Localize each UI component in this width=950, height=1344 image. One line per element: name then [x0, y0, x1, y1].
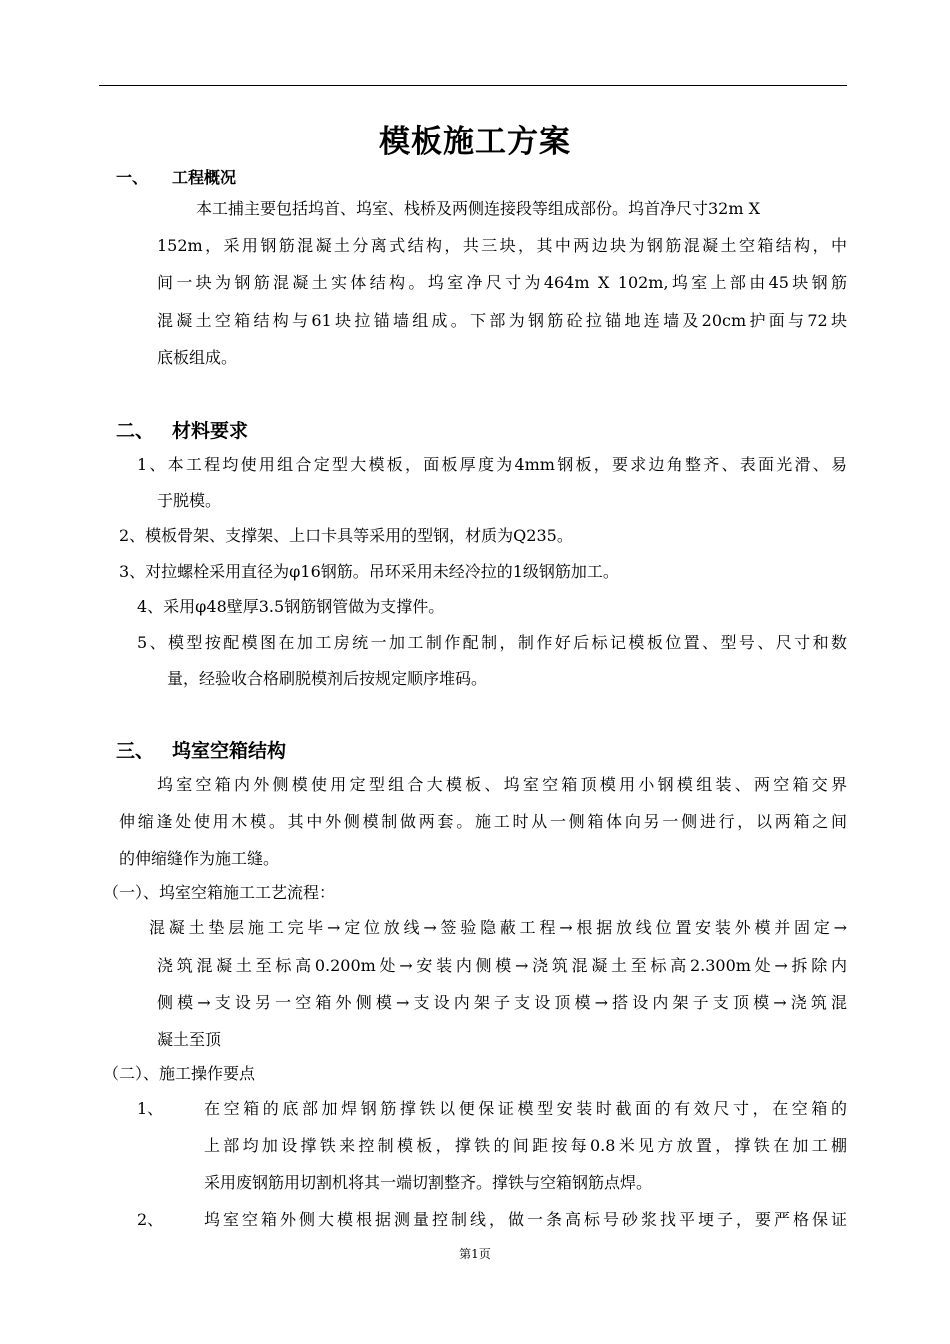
- section-3-number: 三、: [116, 740, 155, 762]
- operation-item-number: 1、: [137, 1099, 164, 1118]
- material-item: 量，经验收合格刷脱模剂后按规定顺序堆码。: [167, 669, 488, 688]
- process-flow-line: 凝土至顶: [157, 1030, 222, 1049]
- material-item: 3、对拉螺栓采用直径为φ16钢筋。吊环采用未经冷拉的1级钢筋加工。: [119, 562, 619, 581]
- header-rule: [99, 85, 847, 86]
- operation-item-line: 采用废钢筋用切割机将其一端切割整齐。撑铁与空箱钢筋点焊。: [204, 1173, 653, 1192]
- process-flow-line: 混凝土垫层施工完毕→定位放线→签验隐蔽工程→根据放线位置安装外模并固定→: [149, 918, 847, 937]
- material-item: 于脱模。: [157, 491, 222, 510]
- process-flow-line: 侧模→支设另一空箱外侧模→支设内架子支设顶模→搭设内架子支顶模→浇筑混: [157, 993, 847, 1012]
- operation-item-line: 上部均加设撑铁来控制模板，撑铁的间距按每0.8米见方放置，撑铁在加工棚: [204, 1136, 847, 1155]
- section-3-intro-line: 的伸缩缝作为施工缝。: [119, 849, 280, 868]
- section-1-line: 152m，采用钢筋混凝土分离式结构，共三块，其中两边块为钢筋混凝土空箱结构，中: [157, 236, 847, 255]
- page-number: 第1页: [459, 1247, 491, 1261]
- operation-item-line: 在空箱的底部加焊钢筋撑铁以便保证模型安装时截面的有效尺寸，在空箱的: [204, 1099, 847, 1118]
- operation-item-number: 2、: [137, 1210, 164, 1229]
- section-3-title: 坞室空箱结构: [172, 740, 287, 762]
- subsection-1-heading: （一）、坞室空箱施工工艺流程：: [103, 883, 336, 902]
- operation-item-line: 坞室空箱外侧大模根据测量控制线，做一条高标号砂浆找平埂子，要严格保证: [204, 1210, 847, 1229]
- section-1-number: 一、: [116, 168, 149, 187]
- material-item: 1、本工程均使用组合定型大模板，面板厚度为4mm钢板，要求边角整齐、表面光滑、易: [137, 455, 847, 474]
- section-1-line: 混凝土空箱结构与61块拉锚墙组成。下部为钢筋砼拉锚地连墙及20cm护面与72块: [157, 311, 847, 330]
- section-2-number: 二、: [116, 420, 155, 442]
- section-3-intro-line: 伸缩逢处使用木模。其中外侧模制做两套。施工时从一侧箱体向另一侧进行，以两箱之间: [119, 812, 847, 831]
- section-1-line: 本工捕主要包括坞首、坞室、栈桥及两侧连接段等组成部份。坞首净尺寸32m X: [196, 199, 761, 218]
- section-1-title: 工程概况: [172, 168, 237, 187]
- section-1-line: 底板组成。: [157, 348, 238, 367]
- material-item: 4、采用φ48壁厚3.5钢筋钢管做为支撑件。: [137, 597, 445, 616]
- document-title: 模板施工方案: [379, 124, 571, 160]
- section-2-title: 材料要求: [172, 420, 249, 442]
- section-1-line: 间一块为钢筋混凝土实体结构。坞室净尺寸为464m X 102m,坞室上部由45块钢筋: [157, 273, 847, 292]
- section-3-intro-line: 坞室空箱内外侧模使用定型组合大模板、坞室空箱顶模用小钢模组装、两空箱交界: [157, 775, 847, 794]
- subsection-2-heading: （二）、施工操作要点: [103, 1064, 256, 1083]
- material-item: 5、模型按配模图在加工房统一加工制作配制，制作好后标记模板位置、型号、尺寸和数: [137, 633, 847, 652]
- process-flow-line: 浇筑混凝土至标高0.200m处→安装内侧模→浇筑混凝土至标高2.300m处→拆除内: [157, 956, 847, 975]
- material-item: 2、模板骨架、支撑架、上口卡具等采用的型钢，材质为Q235。: [119, 526, 573, 545]
